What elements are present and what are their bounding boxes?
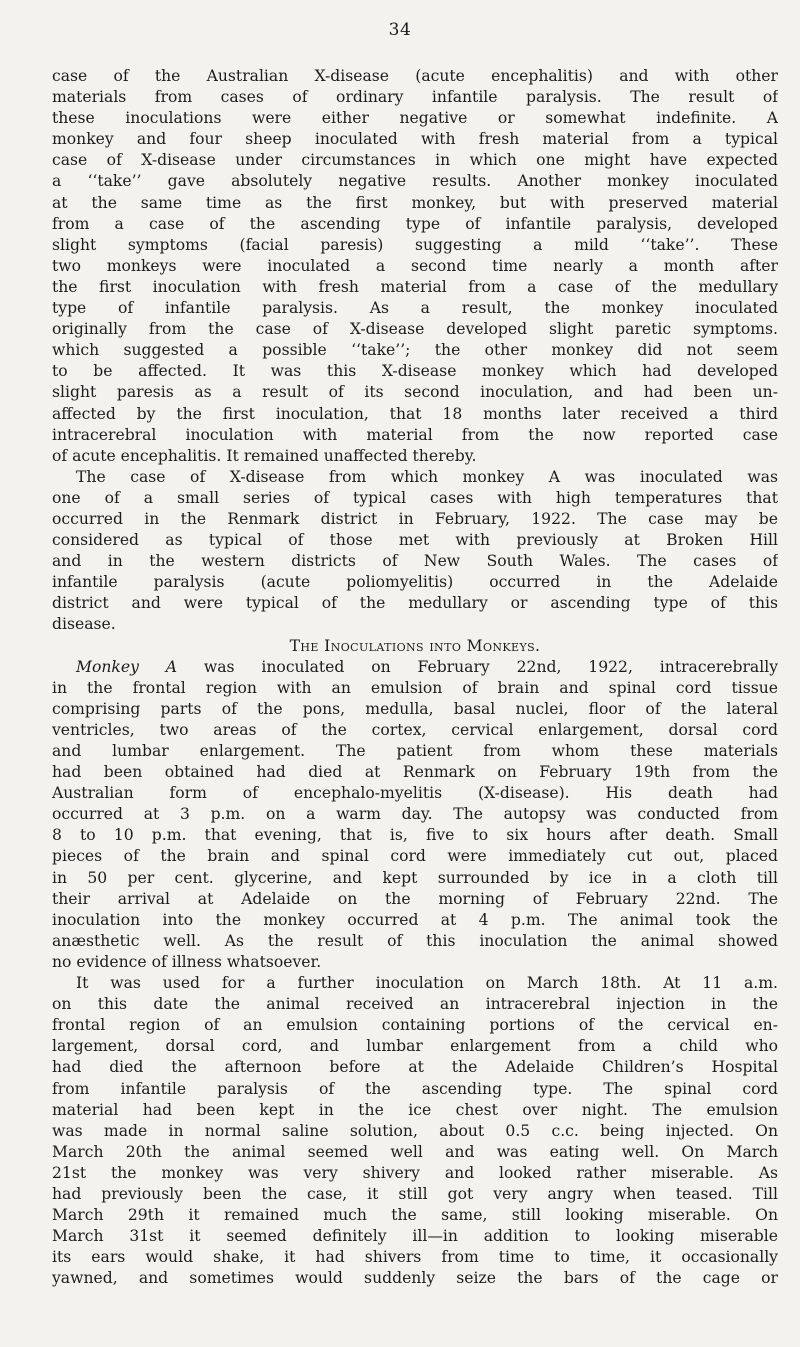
text-line: in the frontal region with an emulsion of brain and spinal cord tissue [52, 678, 778, 697]
text-line: March 31st it seemed definitely ill—in addition to looking miserable [52, 1227, 778, 1246]
text-line: It was used for a further inoculation on March 18th. At 11 a.m. [76, 974, 778, 993]
text-line: disease. [52, 615, 116, 634]
text-line: comprising parts of the pons, medulla, basal nuclei, floor of the lateral [52, 699, 778, 718]
text-line: originally from the case of X-disease developed slight paretic symptoms. [52, 320, 778, 339]
text-line: ventricles, two areas of the cortex, cervical enlargement, dorsal cord [52, 720, 778, 739]
text-line: these inoculations were either negative or somewhat indefinite. A [52, 109, 778, 128]
text-line: from infantile paralysis of the ascending type. The spinal cord [52, 1079, 778, 1098]
text-line: had previously been the case, it still got very angry when teased. Till [52, 1184, 778, 1203]
text-line: occurred in the Renmark district in February, 1922. The case may be [52, 509, 778, 528]
text-line: on this date the animal received an intracerebral injection in the [52, 995, 778, 1014]
text-line: 8 to 10 p.m. that evening, that is, five to six hours after death. Small [52, 826, 778, 845]
text-line: at the same time as the first monkey, but with preserved material [52, 193, 778, 212]
text-line: two monkeys were inoculated a second time nearly a month after [52, 256, 778, 275]
text-line: the first inoculation with fresh material from a case of the medullary [52, 277, 778, 296]
monkey-label: Monkey A [76, 657, 178, 676]
text-line: 21st the monkey was very shivery and looked rather miserable. As [52, 1163, 778, 1182]
text-line: its ears would shake, it had shivers from time to time, it occasionally [52, 1248, 778, 1267]
text-line: material had been kept in the ice chest over night. The emulsion [52, 1100, 778, 1119]
text-line [52, 657, 778, 678]
text-line: slight paresis as a result of its second inoculation, and had been un- [52, 383, 778, 402]
text-line: slight symptoms (facial paresis) suggesting a mild ‘‘take’’. These [52, 235, 778, 254]
text-line: district and were typical of the medullary or ascending type of this [52, 594, 778, 613]
text-line: which suggested a possible ‘‘take’’; the other monkey did not seem [52, 341, 778, 360]
text-line: had died the afternoon before at the Adelaide Children’s Hospital [52, 1058, 778, 1077]
text-line: and lumbar enlargement. The patient from whom these materials [52, 742, 778, 760]
text-line: infantile paralysis (acute poliomyelitis) occurred in the Adelaide [52, 573, 778, 592]
text-line: to be affected. It was this X-disease monkey which had developed [52, 362, 778, 381]
body-text [52, 66, 778, 1311]
text-line: anæsthetic well. As the result of this inoculation the animal showed [52, 931, 778, 950]
text-line: had been obtained had died at Renmark on February 19th from the [52, 763, 778, 782]
text-line: case of the Australian X-disease (acute encephalitis) and with other [52, 67, 778, 85]
text-line: no evidence of illness whatsoever. [52, 952, 322, 971]
text-line: type of infantile paralysis. As a result, the monkey inoculated [52, 299, 778, 318]
text-line [52, 1289, 778, 1310]
text-line-continuation: was inoculated on February 22nd, 1922, intracerebrally [203, 657, 778, 676]
text-line: case of X-disease under circumstances in which one might have expected [52, 151, 778, 170]
text-line: occurred at 3 p.m. on a warm day. The autopsy was conducted from [52, 805, 778, 824]
text-line: and in the western districts of New South Wales. The cases of [52, 552, 778, 571]
text-line: monkey and four sheep inoculated with fresh material from a typical [52, 130, 778, 149]
text-line: The case of X-disease from which monkey A was inoculated was [76, 467, 778, 486]
text-line: their arrival at Adelaide on the morning of February 22nd. The [52, 889, 778, 908]
text-line: intracerebral inoculation with material from the now reported case [52, 425, 778, 444]
text-line: a ‘‘take’’ gave absolutely negative results. Another monkey inoculated [52, 172, 778, 191]
text-line: considered as typical of those met with previously at Broken Hill [52, 531, 778, 550]
section-heading: The Inoculations into Monkeys. [289, 636, 541, 655]
text-line: inoculation into the monkey occurred at 4 p.m. The animal took the [52, 910, 778, 929]
text-line: was made in normal saline solution, about 0.5 c.c. being injected. On [52, 1121, 778, 1140]
text-line: March 20th the animal seemed well and was eating well. On March [52, 1142, 778, 1161]
text-line: materials from cases of ordinary infantile paralysis. The result of [52, 88, 778, 107]
text-line: Australian form of encephalo-myelitis (X-disease). His death had [52, 784, 778, 803]
text-line: largement, dorsal cord, and lumbar enlargement from a child who [52, 1037, 778, 1056]
text-line: from a case of the ascending type of infantile paralysis, developed [52, 214, 778, 233]
text-line: one of a small series of typical cases with high temperatures that [52, 488, 778, 507]
text-line: pieces of the brain and spinal cord were immediately cut out, placed [52, 847, 778, 866]
text-line: in 50 per cent. glycerine, and kept surrounded by ice in a cloth till [52, 868, 778, 887]
text-line: March 29th it remained much the same, still looking miserable. On [52, 1206, 778, 1225]
page-number: 34 [388, 20, 412, 40]
text-line: of acute encephalitis. It remained unaffected thereby. [52, 446, 477, 465]
text-line: affected by the first inoculation, that 18 months later received a third [52, 404, 778, 423]
text-line: frontal region of an emulsion containing portions of the cervical en- [52, 1016, 778, 1035]
text-line: yawned, and sometimes would suddenly seize the bars of the cage or [52, 1269, 778, 1288]
